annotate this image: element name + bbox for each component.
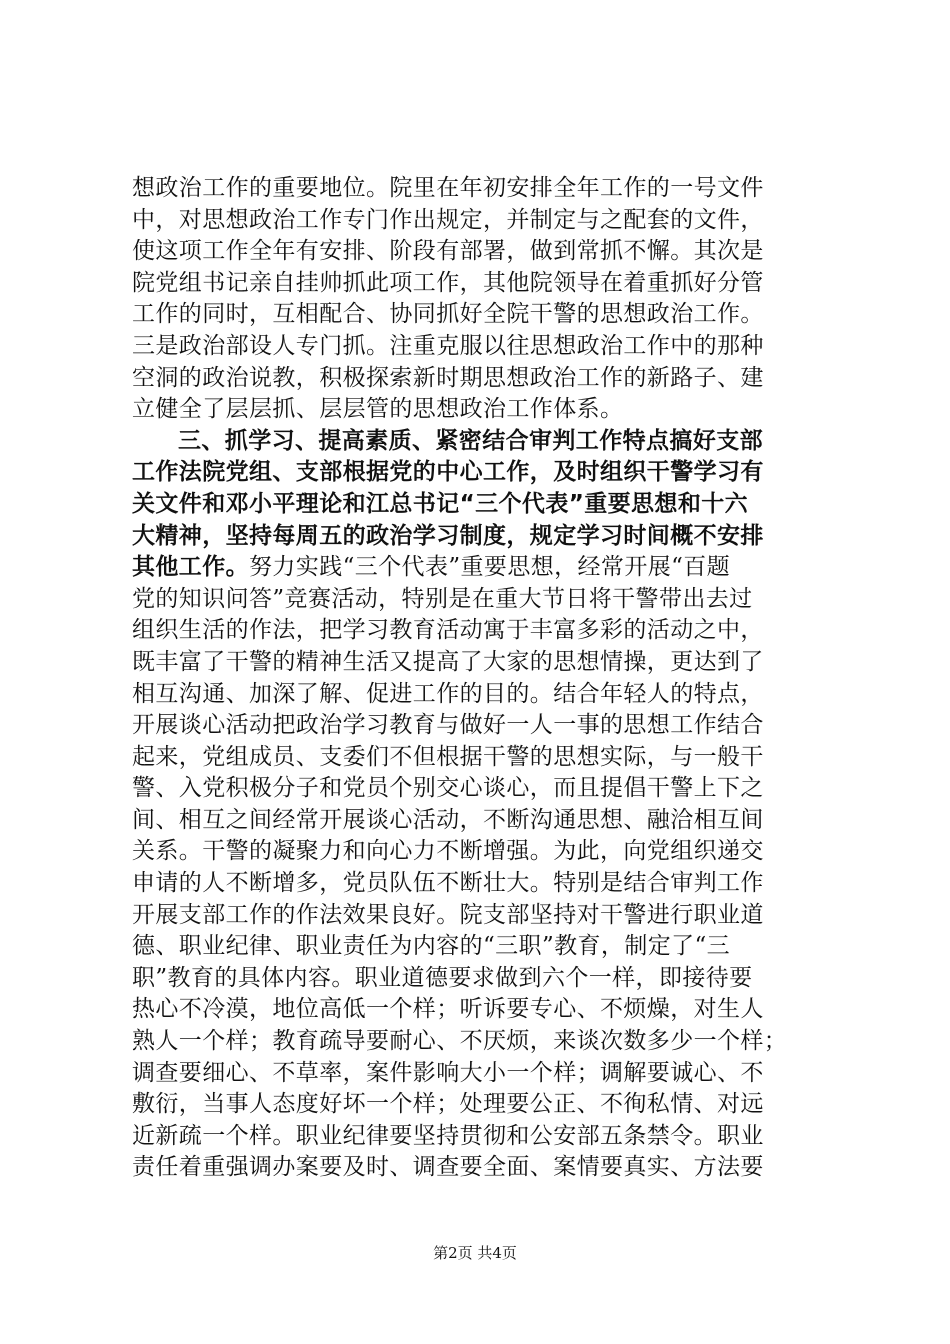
- body-line: 党的知识问答”竞赛活动，特别是在重大节日将干警带出去过: [132, 585, 753, 612]
- body-line: 使这项工作全年有安排、阶段有部署，做到常抓不懈。其次是: [132, 238, 764, 265]
- body-line: 关系。干警的凝聚力和向心力不断增强。为此，向党组织递交: [132, 838, 764, 865]
- body-line: 熟人一个样；教育疏导要耐心、不厌烦，来谈次数多少一个样；: [132, 1028, 788, 1055]
- body-text-run: 努力实践“三个代表”重要思想，经常开展“百题: [249, 554, 731, 581]
- page-number-footer: 第2页 共4页: [433, 1244, 517, 1262]
- body-line: 空洞的政治说教，积极探索新时期思想政治工作的新路子、建: [132, 364, 764, 391]
- body-line: 调查要细心、不草率，案件影响大小一个样；调解要诚心、不: [132, 1059, 764, 1086]
- body-line: 既丰富了干警的精神生活又提高了大家的思想情操，更达到了: [132, 648, 764, 675]
- body-line: 想政治工作的重要地位。院里在年初安排全年工作的一号文件: [132, 175, 764, 201]
- body-line: 近新疏一个样。职业纪律要坚持贯彻和公安部五条禁令。职业: [132, 1122, 764, 1149]
- section-heading-line: 大精神，坚持每周五的政治学习制度，规定学习时间概不安排: [132, 522, 764, 549]
- section-heading-end: 其他工作。: [132, 554, 249, 581]
- body-line: 开展谈心活动把政治学习教育与做好一人一事的思想工作结合: [132, 712, 764, 739]
- body-line: 立健全了层层抓、层层管的思想政治工作体系。: [132, 396, 624, 423]
- body-line: 申请的人不断增多，党员队伍不断壮大。特别是结合审判工作: [132, 870, 764, 897]
- body-line: 敷衍，当事人态度好坏一个样；处理要公正、不徇私情、对远: [132, 1091, 764, 1118]
- section-heading-line: 工作法院党组、支部根据党的中心工作，及时组织干警学习有: [132, 459, 764, 486]
- body-line: 职”教育的具体内容。职业道德要求做到六个一样，即接待要: [132, 964, 753, 991]
- document-body: [132, 173, 832, 1184]
- body-line: 工作的同时，互相配合、协同抓好全院干警的思想政治工作。: [132, 301, 764, 328]
- mixed-line: [132, 552, 832, 584]
- body-line: 三是政治部设人专门抓。注重克服以往思想政治工作中的那种: [132, 332, 764, 359]
- body-line: 相互沟通、加深了解、促进工作的目的。结合年轻人的特点，: [132, 680, 764, 707]
- body-line: 院党组书记亲自挂帅抓此项工作，其他院领导在着重抓好分管: [132, 269, 764, 296]
- body-line: 间、相互之间经常开展谈心活动，不断沟通思想、融洽相互间: [132, 806, 764, 833]
- body-line: 警、入党积极分子和党员个别交心谈心，而且提倡干警上下之: [132, 775, 764, 802]
- body-line: 德、职业纪律、职业责任为内容的“三职”教育，制定了“三: [132, 933, 731, 960]
- body-line: 中，对思想政治工作专门作出规定，并制定与之配套的文件，: [132, 206, 764, 233]
- body-line: 起来，党组成员、支委们不但根据干警的思想实际，与一般干: [132, 743, 764, 770]
- section-heading-line: 三、抓学习、提高素质、紧密结合审判工作特点搞好支部: [178, 427, 763, 454]
- body-line: 组织生活的作法，把学习教育活动寓于丰富多彩的活动之中，: [132, 617, 764, 644]
- body-line: 责任着重强调办案要及时、调查要全面、案情要真实、方法要: [132, 1154, 764, 1181]
- body-line: 开展支部工作的作法效果良好。院支部坚持对干警进行职业道: [132, 901, 764, 928]
- section-heading-line: 关文件和邓小平理论和江总书记“三个代表”重要思想和十六: [132, 490, 749, 517]
- body-line: 热心不冷漠，地位高低一个样；听诉要专心、不烦燥，对生人: [132, 996, 764, 1023]
